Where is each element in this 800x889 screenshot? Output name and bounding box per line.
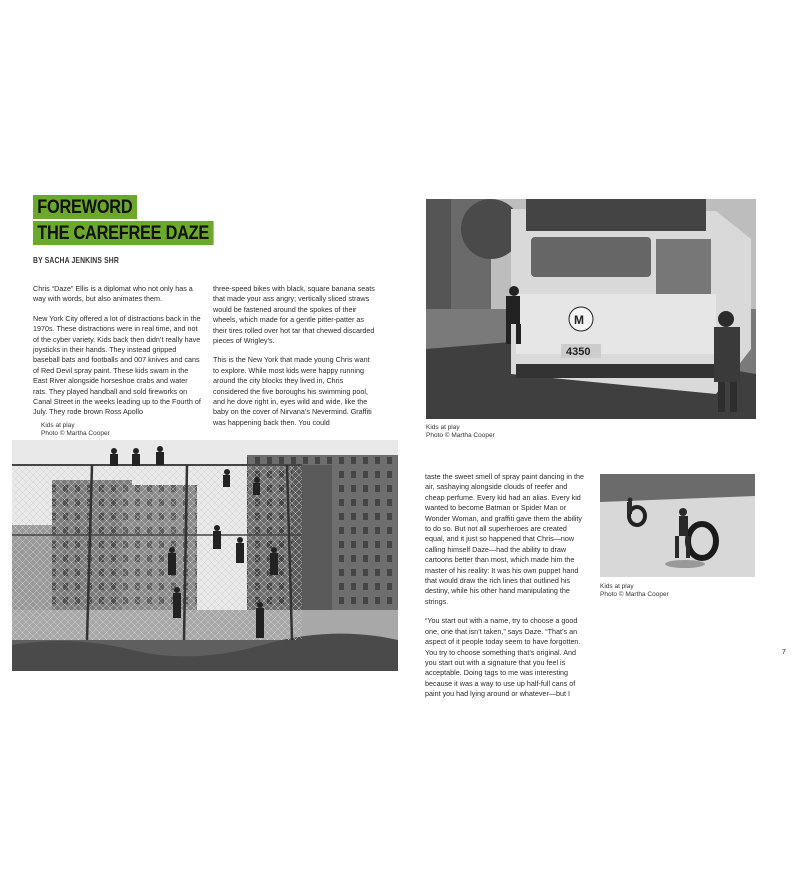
caption-credit: Photo © Martha Cooper (426, 432, 495, 439)
caption-credit: Photo © Martha Cooper (600, 591, 669, 598)
photo-caption (41, 422, 110, 438)
tires-photo-caption (600, 583, 669, 599)
caption-title: Kids at play (41, 422, 75, 429)
caption-title: Kids at play (600, 583, 634, 590)
svg-text:M: M (574, 313, 584, 327)
paragraph: Chris “Daze” Ellis is a diplomat who not only has a way with words, but also animates them. (33, 284, 193, 304)
paragraph: This is the New York that made young Chris want to explore. While most kids were happy running around the city blocks they lived in, Chris considered the five boroughs his swimming pool, and he dove right in, eyes wild and wide, like the baby on the cover of Nirvana’s Nevermind. Graffiti was happening back then. You could (213, 355, 372, 427)
page-number: 7 (782, 649, 786, 656)
caption-title: Kids at play (426, 424, 460, 431)
body-column-1 (33, 284, 201, 427)
body-column-3 (425, 472, 585, 709)
paragraph: “You start out with a name, try to choose a good one, one that isn’t taken,” says Daze. “That’s an aspect of it people today seem to have forgotten. You try to choose something that’s original. And you start out with a signature that you feel is acceptable. Doing tags to me was interesting because it was a way to use up half-full cans of paint you had lying around or whatever—but I (425, 616, 581, 699)
right-page (410, 0, 800, 889)
title-line-2: THE CAREFREE DAZE (33, 221, 213, 245)
paragraph: three-speed bikes with black, square banana seats that made your ass angry; vertically sliced straws would be fastened around the spokes of their wheels, which made for a gentle pitter-patter as their tires rolled over hot tar that chewed discarded pieces of Wrigley’s. (213, 284, 375, 346)
paragraph: New York City offered a lot of distractions back in the 1970s. These distractions were in real time, and not of the cyber variety. Kids back then didn’t really have joysticks in their hands. They instead gripped baseball bats and footballs and 007 knives and cans of Red Devil spray paint. These kids swam in the East River alongside horseshoe crabs and water rats. They played handball and sold fireworks on Canal Street in the weeks leading up to the Fourth of July. They rode brown Ross Apollo (33, 313, 201, 417)
bus-photo (426, 199, 756, 419)
title-line-1: FOREWORD (33, 195, 137, 219)
paragraph: taste the sweet smell of spray paint dancing in the air, sashaying alongside clouds of reefer and cheap perfume. Every kid had an alias. Every kid wanted to become Batman or Spider Man or Wonder Woman, and graffiti gave them the ability to do so. But not all superheroes are created equal, and it just so happened that Chris—now calling himself Daze—had the ability to draw cartoons better than most, which made him the master of his reality: It was his own puppet hand that would draw the rich lines that outlined his destiny, while his other hand manipulating the strings. (425, 472, 585, 606)
caption-credit: Photo © Martha Cooper (41, 430, 110, 437)
bus-number: 4350 (566, 346, 591, 358)
tires-photo (600, 474, 755, 577)
body-column-2 (213, 284, 376, 437)
bus-photo-caption (426, 424, 495, 440)
playground-photo (12, 440, 398, 671)
byline: BY SACHA JENKINS SHR (33, 255, 119, 265)
